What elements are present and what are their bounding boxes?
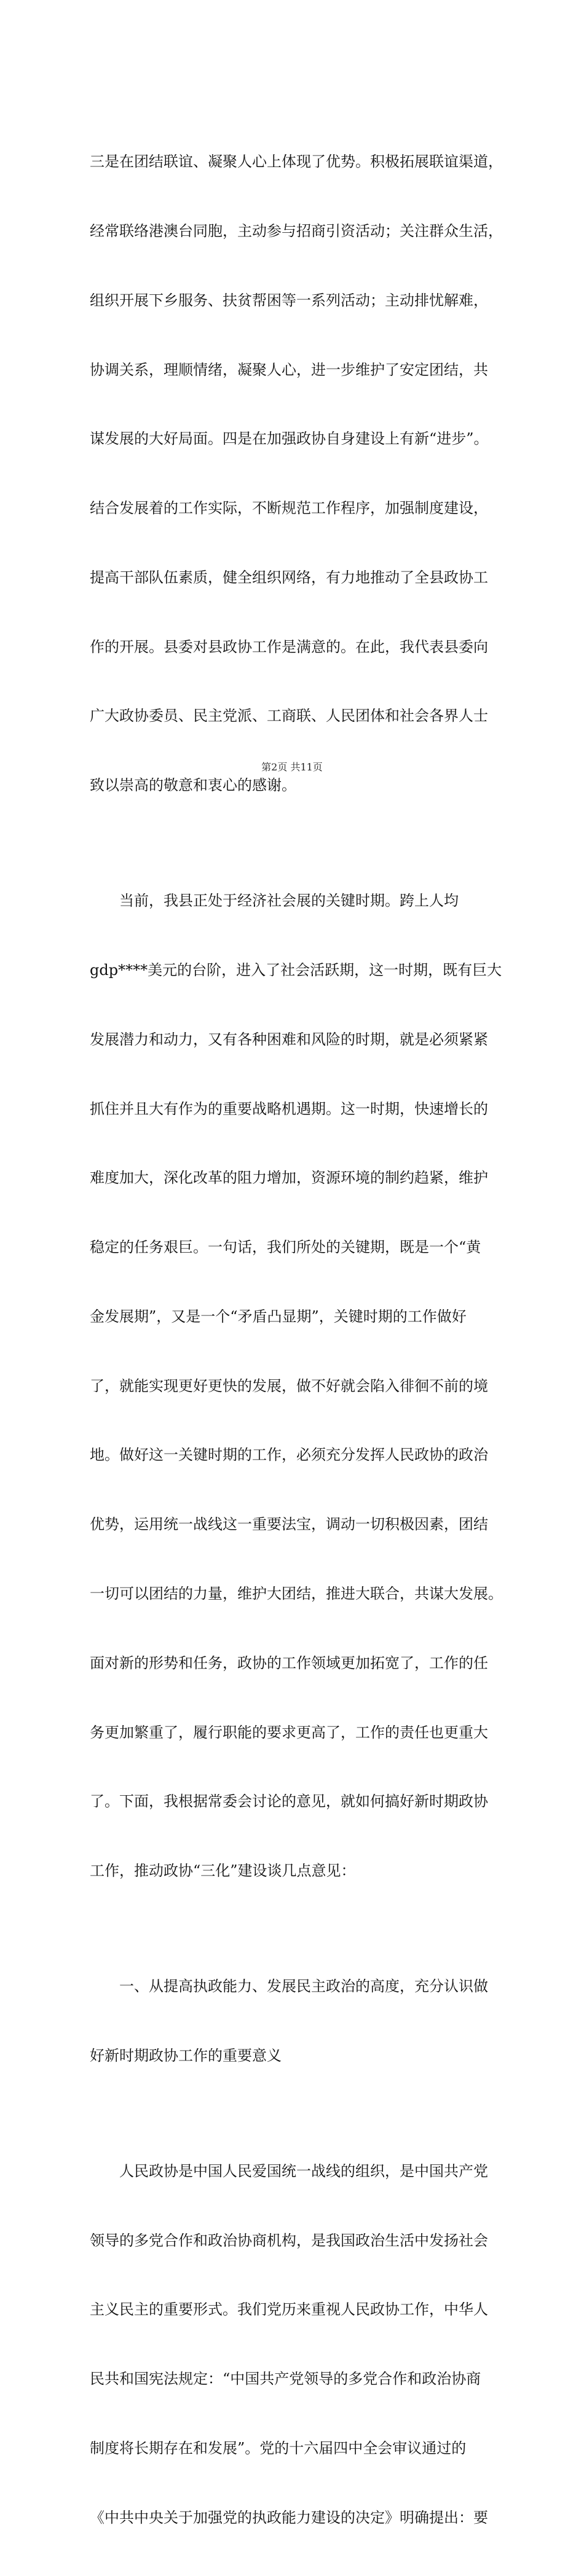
text-line: 提高干部队伍素质，健全组织网络，有力地推动了全县政协工 xyxy=(90,568,488,586)
text-line: 面对新的形势和任务，政协的工作领域更加拓宽了，工作的任 xyxy=(90,1654,488,1672)
page-number-footer: 第2页 共11页 xyxy=(261,761,323,773)
text-line: 一、从提高执政能力、发展民主政治的高度，充分认识做 xyxy=(90,1978,488,1995)
text-line: 抓住并且大有作为的重要战略机遇期。这一时期，快速增长的 xyxy=(90,1100,488,1118)
text-line: 协调关系，理顺情绪，凝聚人心，进一步维护了安定团结，共 xyxy=(90,361,488,378)
text-line: 民共和国宪法规定：“中国共产党领导的多党合作和政治协商 xyxy=(90,2370,481,2388)
paragraph-4 xyxy=(90,2114,514,2576)
text-line: 经常联络港澳台同胞，主动参与招商引资活动；关注群众生活， xyxy=(90,222,503,240)
text-line: 优势，运用统一战线这一重要法宝，调动一切积极因素，团结 xyxy=(90,1516,488,1533)
text-line: 三是在团结联谊、凝聚人心上体现了优势。积极拓展联谊渠道， xyxy=(90,153,503,171)
text-line: 务更加繁重了，履行职能的要求更高了，工作的责任也更重大 xyxy=(90,1723,488,1741)
text-line: 人民政协是中国人民爱国统一战线的组织，是中国共产党 xyxy=(90,2162,488,2180)
text-line: 一切可以团结的力量，维护大团结，推进大联合，共谋大发展。 xyxy=(90,1585,503,1602)
paragraph-1 xyxy=(90,104,514,844)
text-line: 谋发展的大好局面。四是在加强政协自身建设上有新“进步”。 xyxy=(90,430,489,448)
text-line: 作的开展。县委对县政协工作是满意的。在此，我代表县委向 xyxy=(90,638,488,656)
text-line: 工作，推动政协“三化”建设谈几点意见： xyxy=(90,1862,356,1880)
text-line: 金发展期”，又是一个“矛盾凸显期”，关键时期的工作做好 xyxy=(90,1307,467,1325)
text-line: gdp****美元的台阶，进入了社会活跃期，这一时期，既有巨大 xyxy=(90,961,502,979)
text-line: 广大政协委员、民主党派、工商联、人民团体和社会各界人士 xyxy=(90,707,488,725)
text-line: 结合发展着的工作实际，不断规范工作程序，加强制度建设， xyxy=(90,499,488,517)
text-line: 主义民主的重要形式。我们党历来重视人民政协工作，中华人 xyxy=(90,2301,488,2319)
text-line: 当前，我县正处于经济社会展的关键时期。跨上人均 xyxy=(90,892,459,910)
text-line: 《中共中央关于加强党的执政能力建设的决定》明确提出：要 xyxy=(90,2508,488,2526)
section-heading xyxy=(90,1929,514,2114)
text-line: 好新时期政协工作的重要意义 xyxy=(90,2046,282,2064)
text-line: 了，就能实现更好更快的发展，做不好就会陷入徘徊不前的境 xyxy=(90,1377,488,1395)
text-line: 了。下面，我根据常委会讨论的意见，就如何搞好新时期政协 xyxy=(90,1793,488,1811)
paragraph-2 xyxy=(90,844,514,1929)
text-line: 组织开展下乡服务、扶贫帮困等一系列活动；主动排忧解难， xyxy=(90,291,488,309)
document-body xyxy=(90,104,514,2576)
text-line: 领导的多党合作和政治协商机构，是我国政治生活中发扬社会 xyxy=(90,2231,488,2249)
text-line: 制度将长期存在和发展”。党的十六届四中全会审议通过的 xyxy=(90,2439,467,2457)
text-line: 稳定的任务艰巨。一句话，我们所处的关键期，既是一个“黄 xyxy=(90,1239,481,1256)
text-line: 发展潜力和动力，又有各种困难和风险的时期，就是必须紧紧 xyxy=(90,1030,488,1048)
text-line: 致以崇高的敬意和衷心的感谢。 xyxy=(90,777,296,794)
text-line: 难度加大，深化改革的阻力增加，资源环境的制约趋紧，维护 xyxy=(90,1169,488,1187)
text-line: 地。做好这一关键时期的工作，必须充分发挥人民政协的政治 xyxy=(90,1446,488,1464)
